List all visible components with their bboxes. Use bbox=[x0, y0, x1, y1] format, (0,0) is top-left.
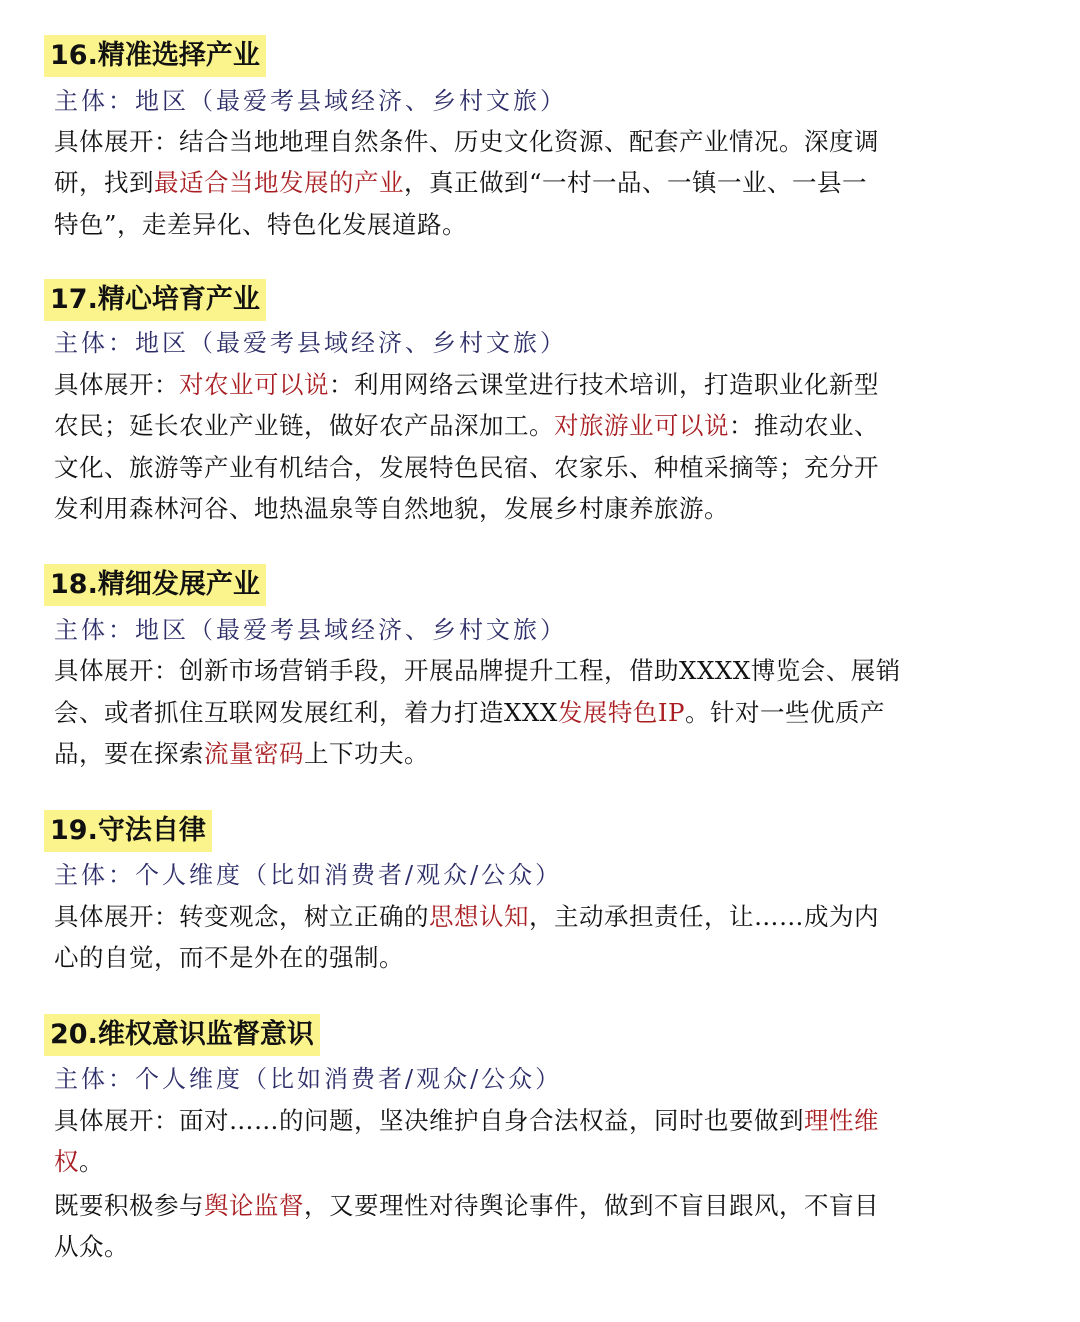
body-line: 既要积极参与舆论监督，又要理性对待舆论事件，做到不盲目跟风，不盲目 bbox=[54, 1191, 879, 1220]
body-line: 品，要在探索流量密码上下功夫。 bbox=[54, 739, 429, 768]
highlight-text: 对农业可以说 bbox=[179, 370, 329, 399]
highlight-text: 权 bbox=[54, 1147, 79, 1176]
body-line: 发利用森林河谷、地热温泉等自然地貌，发展乡村康养旅游。 bbox=[54, 494, 729, 523]
highlight-text: 思想认知 bbox=[429, 902, 529, 931]
body-line: 会、或者抓住互联网发展红利，着力打造XXX发展特色IP。针对一些优质产 bbox=[54, 698, 885, 727]
body-line: 具体展开：创新市场营销手段，开展品牌提升工程，借助XXXX博览会、展销 bbox=[54, 656, 901, 685]
body-line: 研，找到最适合当地发展的产业，真正做到“一村一品、一镇一业、一县一 bbox=[54, 168, 868, 197]
highlight-text: 最适合当地发展的产业 bbox=[154, 168, 404, 197]
body-line: 具体展开：面对……的问题，坚决维护自身合法权益，同时也要做到理性维 bbox=[54, 1106, 879, 1135]
highlight-text: 理性维 bbox=[804, 1106, 879, 1135]
highlight-text: 流量密码 bbox=[204, 739, 304, 768]
section-title: 19.守法自律 bbox=[44, 810, 212, 852]
body-line: 农民；延长农业产业链，做好农产品深加工。对旅游业可以说：推动农业、 bbox=[54, 411, 879, 440]
section-subject: 主体：地区（最爱考县域经济、乡村文旅） bbox=[54, 87, 567, 115]
section-subject: 主体：个人维度（比如消费者/观众/公众） bbox=[54, 861, 563, 889]
section-title: 20.维权意识监督意识 bbox=[44, 1014, 320, 1056]
body-line: 具体展开：结合当地地理自然条件、历史文化资源、配套产业情况。深度调 bbox=[54, 127, 879, 156]
section-title: 18.精细发展产业 bbox=[44, 564, 266, 606]
body-line: 从众。 bbox=[54, 1232, 129, 1261]
body-line: 权。 bbox=[54, 1147, 104, 1176]
highlight-text: 发展特色IP bbox=[557, 698, 685, 727]
highlight-text: 舆论监督 bbox=[204, 1191, 304, 1220]
body-line: 心的自觉，而不是外在的强制。 bbox=[54, 943, 404, 972]
body-line: 具体展开：转变观念，树立正确的思想认知，主动承担责任，让……成为内 bbox=[54, 902, 879, 931]
body-line: 特色”，走差异化、特色化发展道路。 bbox=[54, 210, 468, 239]
body-line: 具体展开：对农业可以说：利用网络云课堂进行技术培训，打造职业化新型 bbox=[54, 370, 879, 399]
highlight-text: 对旅游业可以说 bbox=[554, 411, 729, 440]
body-line: 文化、旅游等产业有机结合，发展特色民宿、农家乐、种植采摘等；充分开 bbox=[54, 453, 879, 482]
section-title: 17.精心培育产业 bbox=[44, 279, 266, 321]
section-title: 16.精准选择产业 bbox=[44, 35, 266, 77]
section-subject: 主体：地区（最爱考县域经济、乡村文旅） bbox=[54, 329, 567, 357]
section-subject: 主体：个人维度（比如消费者/观众/公众） bbox=[54, 1065, 563, 1093]
section-subject: 主体：地区（最爱考县域经济、乡村文旅） bbox=[54, 616, 567, 644]
